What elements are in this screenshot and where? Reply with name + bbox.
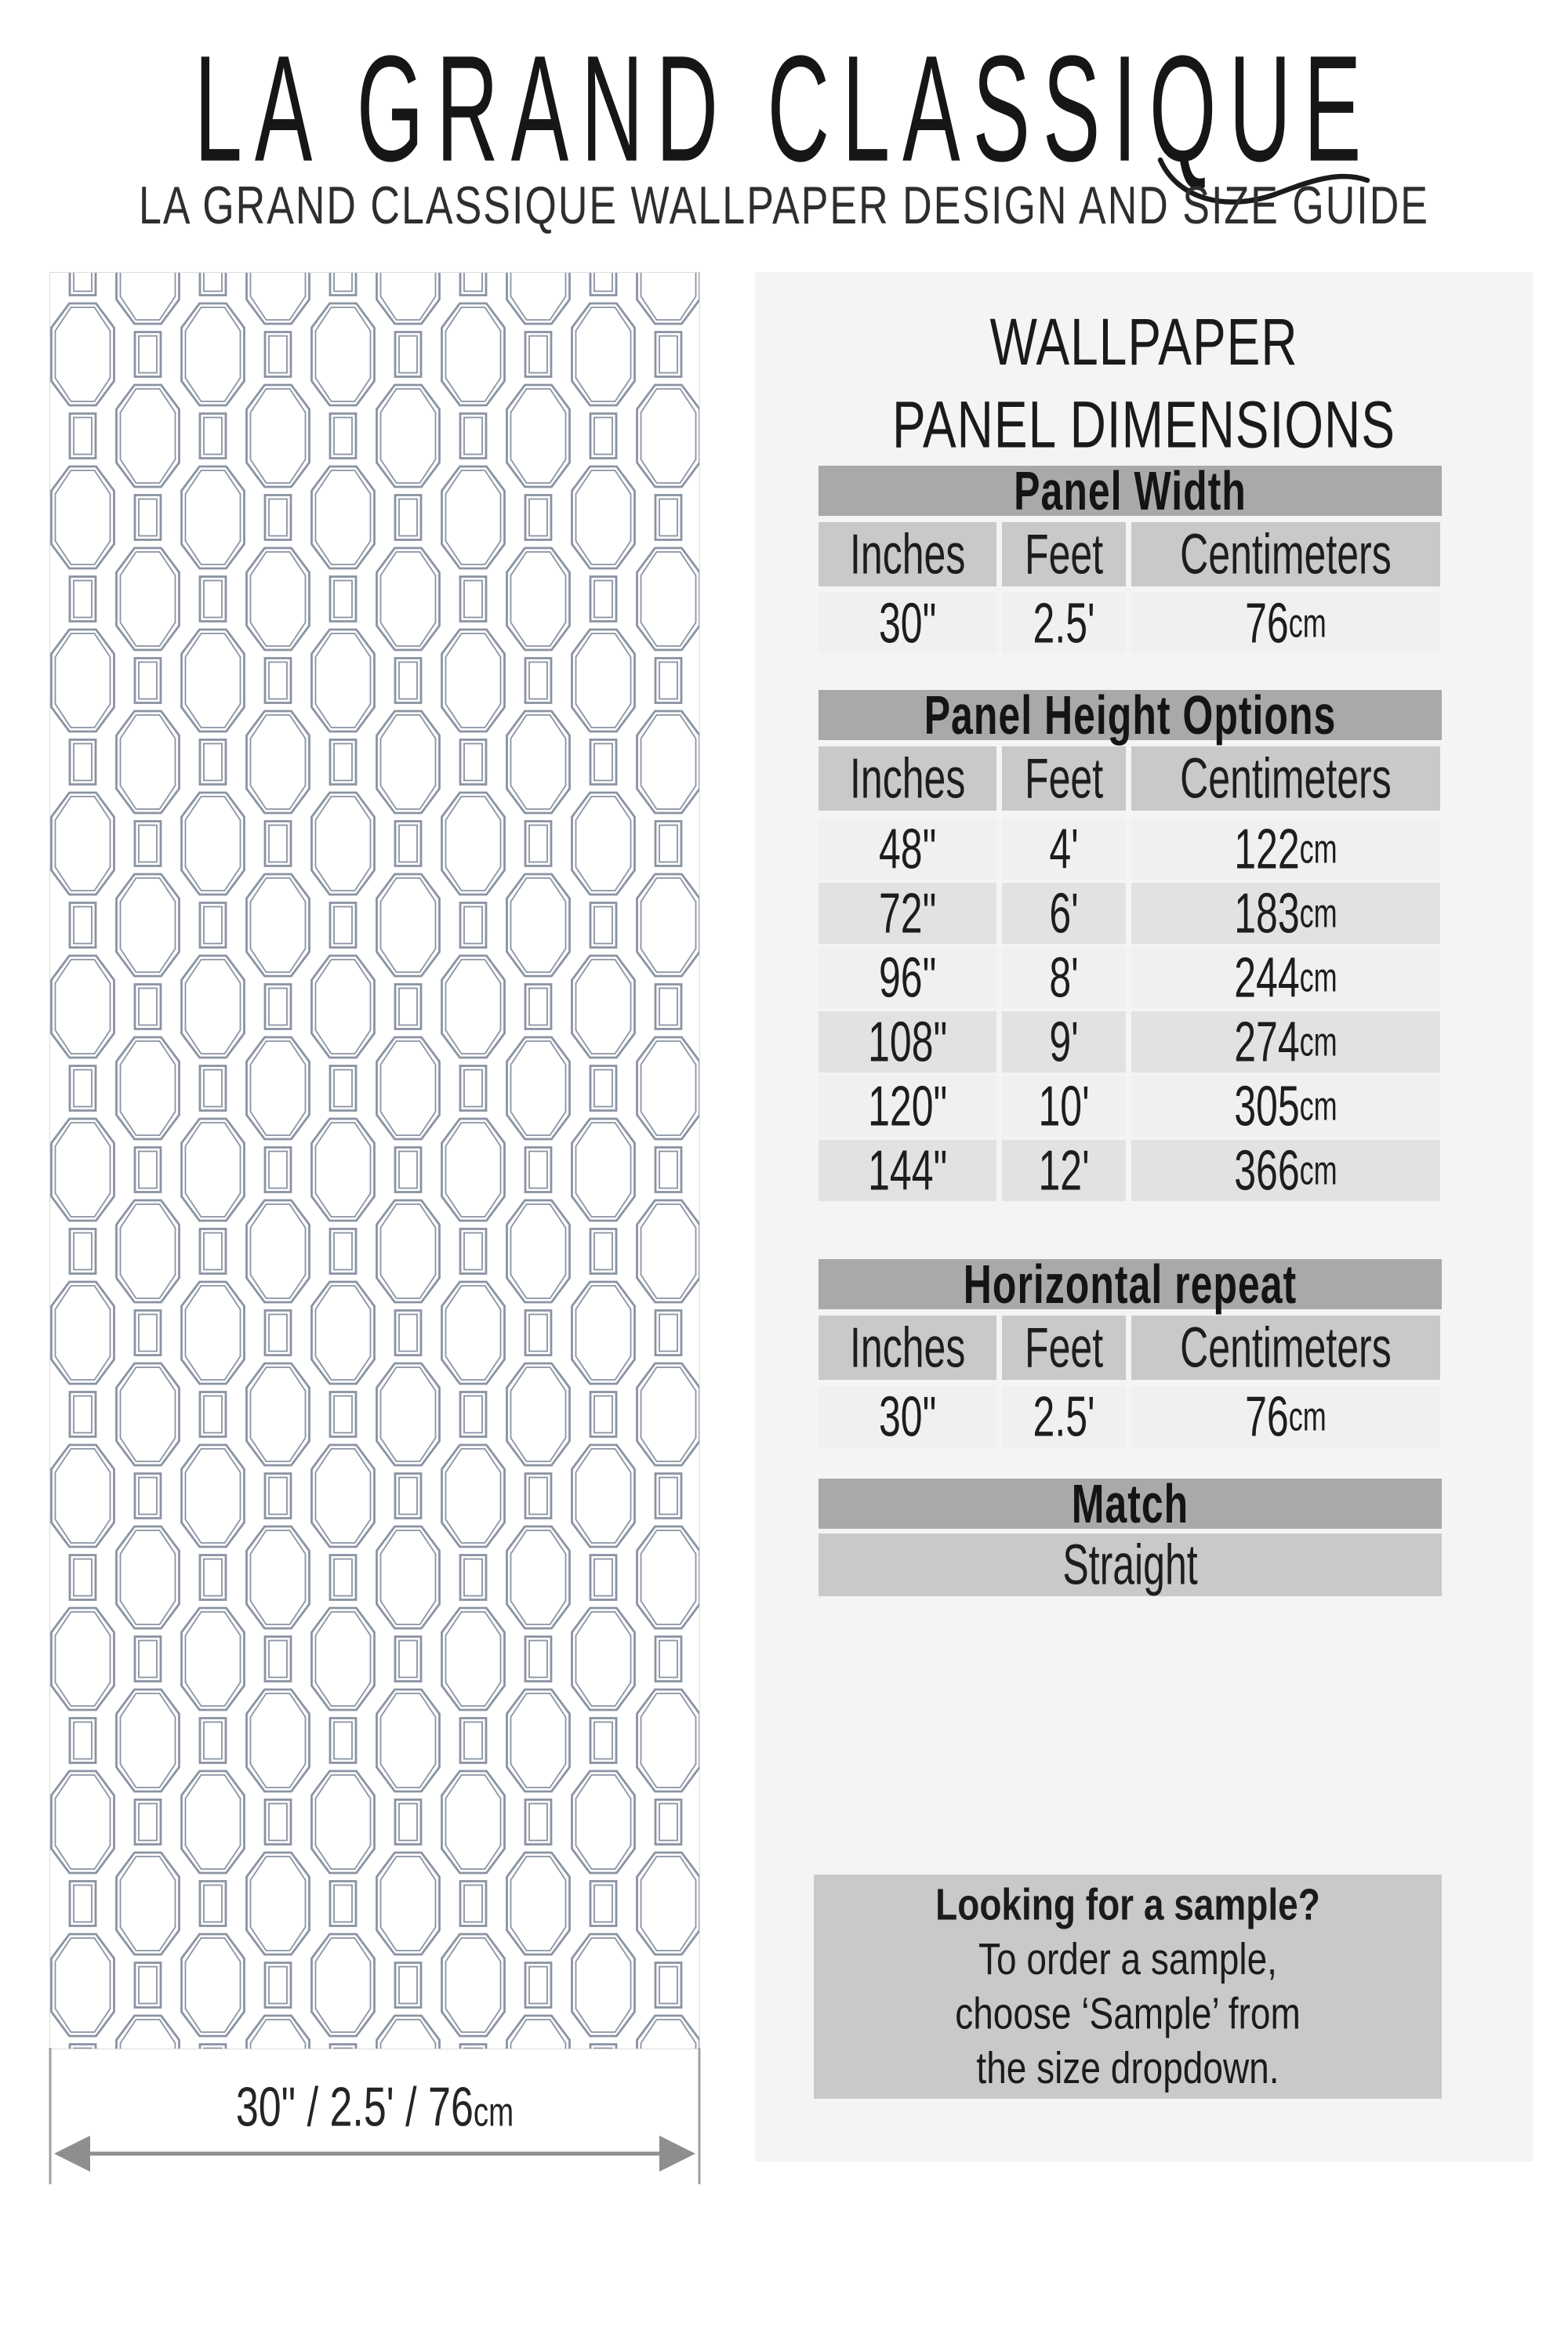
unit-header-centimeters: Centimeters (1131, 1316, 1440, 1380)
match-table (818, 1472, 1442, 1597)
value-feet: 6' (1002, 883, 1125, 944)
panel-width-measure-value: 30" / 2.5' / 76 (235, 2077, 474, 2139)
horizontal-repeat-unit-header-row (818, 1316, 1442, 1380)
panel-height-title: Panel Height Options (924, 684, 1337, 746)
horizontal-repeat-value-row (818, 1386, 1442, 1447)
arrowhead-right-icon (659, 2136, 695, 2172)
match-header-bar (818, 1472, 1442, 1535)
value-centimeters: 76 cm (1131, 593, 1440, 654)
unit-header-feet: Feet (1002, 522, 1125, 586)
panel-width-value-row (818, 593, 1442, 654)
value-centimeters: 122 cm (1131, 818, 1440, 880)
unit-header-centimeters: Centimeters (1131, 746, 1440, 811)
panel-width-measure-unit: cm (473, 2089, 514, 2136)
table-row (818, 1140, 1442, 1201)
value-centimeters: 274 cm (1131, 1011, 1440, 1073)
sample-box-line: To order a sample, (978, 1933, 1277, 1984)
sample-box-line: the size dropdown. (976, 2042, 1279, 2093)
value-inches: 120" (818, 1076, 996, 1137)
value-centimeters: 183 cm (1131, 883, 1440, 944)
value-feet: 4' (1002, 818, 1125, 880)
value-inches: 96" (818, 947, 996, 1008)
panel-dimensions-heading (755, 300, 1533, 466)
dimensions-panel (755, 272, 1533, 2161)
panel-width-unit-header-row (818, 522, 1442, 586)
horizontal-repeat-header-bar (818, 1253, 1442, 1316)
unit-header-feet: Feet (1002, 746, 1125, 811)
heading-line-2: PANEL DIMENSIONS (892, 387, 1396, 462)
value-inches: 72" (818, 883, 996, 944)
horizontal-repeat-title: Horizontal repeat (963, 1253, 1298, 1316)
unit-header-inches: Inches (818, 746, 996, 811)
value-inches: 108" (818, 1011, 996, 1073)
unit-header-inches: Inches (818, 522, 996, 586)
match-title: Match (1071, 1472, 1189, 1535)
brand-title: LA GRAND CLASSIQUE (194, 24, 1374, 194)
sample-box-title: Looking for a sample? (935, 1879, 1320, 1929)
wallpaper-pattern-preview (49, 272, 700, 2049)
sample-info-box (814, 1875, 1442, 2099)
value-feet: 9' (1002, 1011, 1125, 1073)
value-centimeters: 305 cm (1131, 1076, 1440, 1137)
panel-width-header-bar (818, 459, 1442, 522)
value-inches: 48" (818, 818, 996, 880)
value-feet: 2.5' (1002, 593, 1125, 654)
match-value: Straight (818, 1534, 1442, 1596)
value-centimeters: 76 cm (1131, 1386, 1440, 1447)
value-inches: 30" (818, 1386, 996, 1447)
value-feet: 12' (1002, 1140, 1125, 1201)
value-centimeters: 366 cm (1131, 1140, 1440, 1201)
brand-subtitle: LA GRAND CLASSIQUE WALLPAPER DESIGN AND SIZE GUIDE (139, 176, 1429, 236)
panel-width-table (818, 459, 1442, 655)
value-inches: 144" (818, 1140, 996, 1201)
panel-height-table (818, 684, 1442, 1203)
horizontal-repeat-table (818, 1253, 1442, 1449)
width-measure-arrow (45, 2045, 705, 2190)
heading-line-1: WALLPAPER (989, 304, 1298, 379)
table-row (818, 947, 1442, 1008)
panel-height-unit-header-row (818, 746, 1442, 811)
panel-height-header-bar (818, 684, 1442, 746)
value-feet: 8' (1002, 947, 1125, 1008)
table-row (818, 1076, 1442, 1137)
value-feet: 10' (1002, 1076, 1125, 1137)
table-row (818, 883, 1442, 944)
unit-header-inches: Inches (818, 1316, 996, 1380)
unit-header-centimeters: Centimeters (1131, 522, 1440, 586)
value-centimeters: 244 cm (1131, 947, 1440, 1008)
arrowhead-left-icon (54, 2136, 90, 2172)
table-row (818, 818, 1442, 880)
octagon-trellis-pattern (50, 273, 699, 2049)
sample-box-line: choose ‘Sample’ from (955, 1988, 1301, 2038)
value-feet: 2.5' (1002, 1386, 1125, 1447)
value-inches: 30" (818, 593, 996, 654)
table-row (818, 1011, 1442, 1073)
unit-header-feet: Feet (1002, 1316, 1125, 1380)
panel-width-title: Panel Width (1014, 459, 1247, 522)
